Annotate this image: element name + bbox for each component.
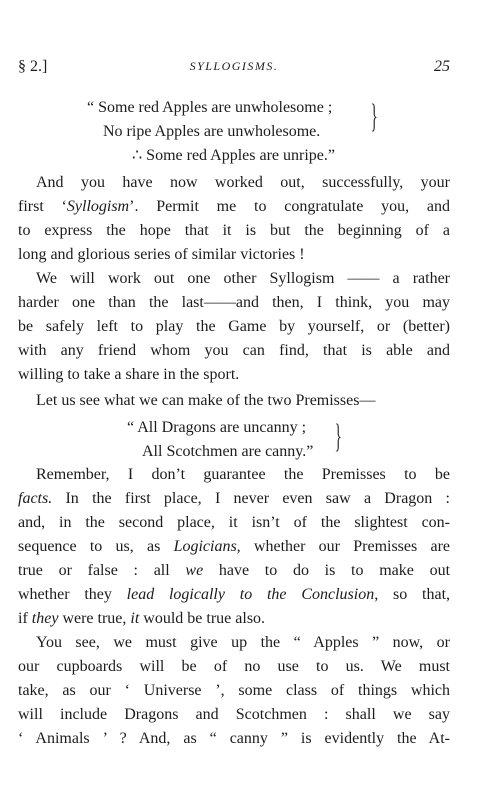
italic-term: lead logically to the Conclusion,: [126, 586, 379, 603]
italic-term: it: [130, 610, 140, 627]
paragraph: [18, 270, 450, 390]
text-line: will include Dragons and Scotchmen : shall we say: [18, 706, 450, 723]
text-line: We will work out one other Syllogism —— a rather: [36, 270, 450, 287]
text-line: [18, 198, 450, 222]
text-line: [18, 538, 450, 562]
text-line: And you have now worked out, successfully, your: [36, 174, 450, 191]
paragraph: [18, 392, 450, 416]
text-line: ‘ Animals ’ ? And, as “ canny ” is evidently the At-: [18, 730, 450, 747]
text-run: ’. Permit me to congratulate you, and: [129, 198, 450, 215]
text-line: [18, 610, 450, 634]
text-line: willing to take a share in the sport.: [18, 366, 240, 383]
text-run: true or false : all: [18, 562, 186, 579]
paragraph: [18, 466, 450, 634]
text-line: be safely left to play the Game by yourself, or (better): [18, 318, 450, 335]
text-run: so that,: [378, 586, 451, 603]
paragraph: [18, 174, 450, 270]
text-line: and, in the second place, it isn’t of the slightest con-: [18, 514, 450, 531]
text-line: our cupboards will be of no use to us. We must: [18, 658, 450, 675]
page-header: [18, 58, 450, 80]
italic-term: they: [31, 610, 59, 627]
text-line: take, as our ‘ Universe ’, some class of things which: [18, 682, 450, 699]
conclusion-line: ∴ Some red Apples are unripe.”: [132, 147, 336, 164]
premiss-line: “ Some red Apples are unwholesome ;: [87, 99, 333, 116]
text-run: whether our Premisses are: [240, 538, 450, 555]
text-line: Let us see what we can make of the two Premisses—: [36, 392, 376, 409]
page-number: 25: [434, 58, 450, 75]
premiss-line: All Scotchmen are canny.”: [142, 443, 314, 460]
section-marker: § 2.]: [18, 58, 48, 75]
italic-term: Syllogism: [66, 198, 130, 215]
text-line: long and glorious series of similar victories !: [18, 246, 305, 263]
text-run: would be true also.: [139, 610, 266, 627]
text-run: if: [18, 610, 32, 627]
text-line: [18, 490, 450, 514]
text-line: to express the hope that it is but the beginning of a: [18, 222, 450, 239]
running-title: SYLLOGISMS.: [189, 59, 279, 73]
text-line: with any friend whom you can find, that is able and: [18, 342, 450, 359]
text-run: In the first place, I never even saw a Dragon :: [52, 490, 450, 507]
premiss-line: No ripe Apples are unwholesome.: [103, 123, 321, 140]
text-line: Remember, I don’t guarantee the Premisses to be: [36, 466, 450, 483]
right-brace-icon: }: [370, 98, 378, 135]
text-run: sequence to us, as: [18, 538, 174, 555]
italic-term: we: [185, 562, 204, 579]
premiss-line: “ All Dragons are uncanny ;: [127, 419, 307, 436]
text-run: whether they: [18, 586, 127, 603]
paragraph: [18, 634, 450, 754]
text-line: You see, we must give up the “ Apples ” now, or: [36, 634, 450, 651]
text-line: [18, 562, 450, 586]
right-brace-icon: }: [334, 418, 342, 455]
text-run: first ‘: [18, 198, 67, 215]
text-run: have to do is to make out: [203, 562, 451, 579]
text-line: [18, 586, 450, 610]
italic-term: Logicians,: [173, 538, 241, 555]
italic-term: facts.: [18, 490, 53, 507]
text-run: were true,: [58, 610, 131, 627]
text-line: harder one than the last——and then, I think, you may: [18, 294, 450, 311]
